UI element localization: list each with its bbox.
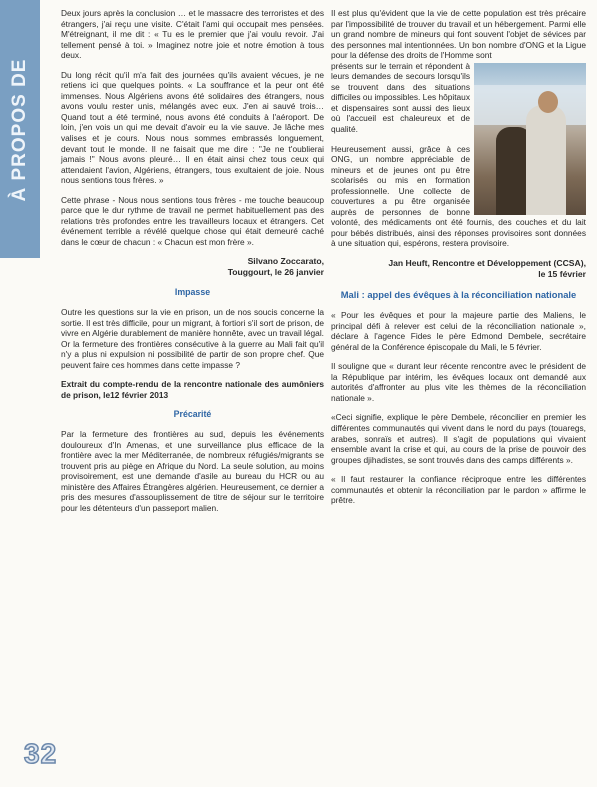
paragraph: Du long récit qu'il m'a fait des journées qu'ils avaient vécues, je ne retiens ici que quelques points. « La souffrance et la peur ont été immenses. Nous Algériens avons été solidaires des étrangers, nous avons voulu rester unis, mélangés avec eux. J'en ai sauvé trois… Quand tout a été terminé, nous avons été conduits à l'aéroport. De loin, j'en vois un qui me devait d'avoir eu la vie sauve. Je lâche mes valises et je cours. Nous nous sommes embrassés longuement, devant tout le monde. Il ne faisait que me dire : "Je ne t'oublierai jamais !" Nous avons pleuré… Il en était ainsi chez tous ceux qui attendaient l'avion, Algériens, étrangers, tous exultaient de joie. Nous nous sentions tous frères. » xyxy=(61,69,324,186)
subheading-precarite: Précarité xyxy=(173,409,212,420)
page-number: 32 xyxy=(24,738,58,769)
paragraph: « Pour les évêques et pour la majeure partie des Maliens, le principal défi à relever est celui de la réconciliation nationale », déclare à l'agence Fides le père Edmond Dembele, secrétaire général de la Conférence épiscopale du Mali, le 5 février. xyxy=(331,310,586,352)
section-tab-label: À PROPOS DE xyxy=(9,58,30,202)
paragraph: Il souligne que « durant leur récente rencontre avec le président de la République par intérim, les évêques locaux ont demandé aux autorités d'affronter au plus vite les thèmes de la réconciliation nationale ». xyxy=(331,361,586,403)
paragraph: présents sur le terrain et répondent à leurs demandes de secours lorsqu'ils se trouvent dans des situations difficiles ou impossibles. Les hôpitaux et dispensaires sont aussi des lieux où l'accueil est chaleureux et de qualité. xyxy=(331,60,470,135)
signature-name: Silvano Zoccarato, xyxy=(247,256,324,267)
photo xyxy=(474,63,586,215)
right-column xyxy=(331,8,586,515)
paragraph: Outre les questions sur la vie en prison, un de nos soucis concerne la sortie. Il est très difficile, pour un migrant, à fortiori s'il sort de prison, de vivre en Algérie durablement de manière honnête, avec un travail légal. Or la fermeture des frontières consécutive à la guerre au Mali fait qu'il n'y a plus ni expulsion ni possibilité de partir de son propre chef. Que peuvent faire ces hommes dans cette impasse ? xyxy=(61,307,324,370)
subheading-impasse: Impasse xyxy=(174,287,211,298)
signature xyxy=(61,256,324,278)
article-title: Mali : appel des évêques à la réconciliation nationale xyxy=(340,289,577,301)
paragraph: Cette phrase - Nous nous sentions tous frères - me touche beaucoup parce que le dur rythme de travail ne permet habituellement pas des relations très profondes entre les travailleurs locaux et étrangers. Cet événement terrible a révélé quelque chose qui était demeuré caché dans le cœur de chacun : « Chacun est mon frère ». xyxy=(61,194,324,247)
paragraph: Heureusement aussi, grâce à ces ONG, un nombre appréciable de mineurs et de jeunes ont pu être scolarisés ou mis en formation professionnelle. Une collecte de couvertures a pu être organisée auprès de personnes de bonne volonté, des médicaments ont été fournis, des couches et du lait pour bébés distribués, ainsi des réponses provisoires sont données à une situation qui, espérons, restera provisoire. xyxy=(331,143,586,249)
signature-date: le 15 février xyxy=(538,269,586,280)
paragraph: «Ceci signifie, explique le père Dembele, réconcilier en premier les différentes communautés qui vivent dans le nord du pays (touaregs, arabes, sonraïs et autres). Il s'agit de populations qui vivaient ensemble avant la crise et qui, au cours de la prise de pouvoir des groupes djihadistes, se sont trouvés dans des camps différents ». xyxy=(331,412,586,465)
section-tab xyxy=(0,0,40,258)
paragraph: Il est plus qu'évident que la vie de cette population est très précaire par l'impossibilité de trouver du travail et un hébergement. Parmi elle un grand nombre de mineurs qui font souvent l'objet de sévices par des personnes mal intentionnées. Un bon nombre d'ONG et la Ligue pour la défense des droits de l'Homme sont xyxy=(331,8,586,61)
paragraph: Par la fermeture des frontières au sud, depuis les événements douloureux d'In Amenas, et une surveillance plus efficace de la frontière avec la mer Méditerranée, de nombreux réfugiés/migrants se trouvent pris au piège en Afrique du Nord. La seule solution, au moins provisoirement, est une demande d'asile au bureau du HCR ou au ministère des Affaires Étrangères algérien. Heureusement, ce dernier a pris des mesures d'assouplissement de titre de séjour sur le territoire pour les détenteurs d'un passeport malien. xyxy=(61,428,324,513)
signature-name: Jan Heuft, Rencontre et Développement (CCSA), xyxy=(388,258,586,269)
signature xyxy=(331,258,586,280)
photo-person xyxy=(526,105,566,215)
left-column xyxy=(61,8,324,522)
photo-head xyxy=(538,91,558,113)
paragraph: « Il faut restaurer la confiance réciproque entre les différentes communautés et obtenir la réconciliation par le pardon » affirme le prêtre. xyxy=(331,474,586,506)
signature-place-date: Touggourt, le 26 janvier xyxy=(227,267,324,278)
source-note: Extrait du compte-rendu de la rencontre nationale des aumôniers de prison, le12 février 2013 xyxy=(61,379,324,400)
paragraph: Deux jours après la conclusion … et le massacre des terroristes et des étrangers, j'ai reçu une visite. C'était l'ami qui occupait mes pensées. M'étreignant, il me dit : « Tu es le premier que j'ai voulu revoir. J'ai tellement pensé à toi. » Imaginez notre joie et notre émotion à tous deux. xyxy=(61,8,324,61)
